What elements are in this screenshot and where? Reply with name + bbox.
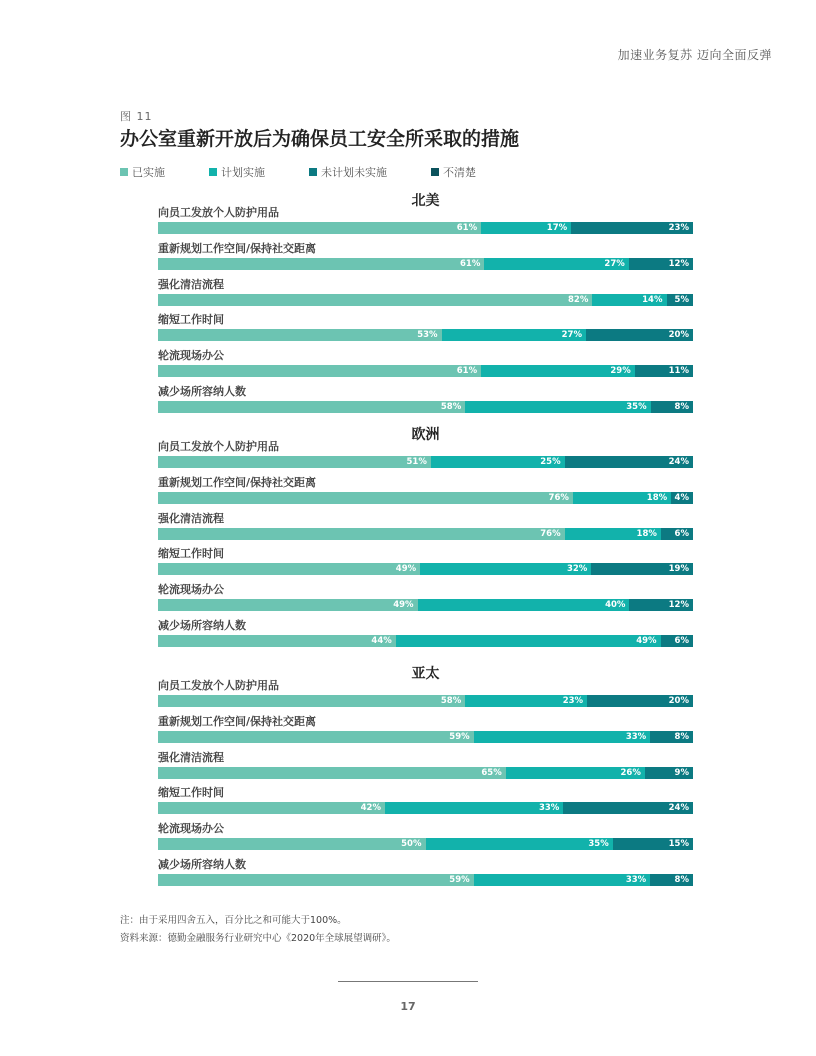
legend-label-not-planned: 未计划未实施 — [321, 166, 387, 179]
bar-segment-not-planned — [613, 838, 693, 850]
data-label: 6% — [674, 528, 689, 539]
bar-segment-planned — [573, 492, 671, 504]
data-label: 35% — [588, 839, 609, 850]
bar-segment-implemented — [158, 563, 420, 575]
bar-segment-planned — [481, 222, 571, 234]
data-label: 6% — [674, 636, 689, 646]
bar-segment-not-planned — [651, 401, 693, 413]
bar-row — [158, 695, 693, 707]
region-title-0: 北美 — [411, 193, 440, 209]
bar-segment-planned — [565, 528, 661, 540]
data-label: 49% — [395, 564, 417, 575]
bar-segment-planned — [418, 599, 630, 611]
row-label: 缩短工作时间 — [158, 786, 224, 800]
data-label: 14% — [642, 294, 663, 305]
data-label: 4% — [674, 492, 689, 503]
bar-segment-planned — [474, 874, 651, 886]
data-label: 35% — [626, 402, 647, 412]
row-label: 轮流现场办公 — [158, 349, 224, 363]
data-label: 65% — [481, 767, 502, 778]
bar-row — [158, 838, 693, 850]
bar-segment-planned — [506, 767, 645, 779]
data-label: 49% — [393, 600, 414, 611]
bar-segment-planned — [442, 329, 586, 341]
bar-segment-planned — [474, 731, 651, 743]
bar-segment-planned — [465, 401, 650, 413]
bar-segment-planned — [431, 456, 565, 468]
data-label: 26% — [620, 767, 641, 778]
bar-segment-implemented — [158, 731, 474, 743]
row-label: 向员工发放个人防护用品 — [158, 206, 279, 219]
bar-segment-planned — [465, 695, 587, 707]
row-label: 减少场所容纳人数 — [158, 619, 246, 632]
bar-segment-not-planned — [650, 731, 693, 743]
row-label: 缩短工作时间 — [158, 313, 224, 327]
bar-segment-not-planned — [586, 329, 693, 341]
bar-segment-not-planned — [565, 456, 693, 468]
data-label: 44% — [371, 636, 392, 646]
data-label: 20% — [668, 330, 689, 341]
row-label: 强化清洁流程 — [158, 277, 224, 291]
bar-segment-not-planned — [629, 258, 693, 270]
bar-row — [158, 258, 693, 270]
data-label: 32% — [566, 564, 588, 575]
bar-segment-planned — [484, 258, 628, 270]
data-label: 8% — [674, 731, 689, 742]
data-label: 12% — [668, 600, 689, 611]
data-label: 33% — [625, 731, 647, 742]
bar-segment-not-planned — [650, 874, 693, 886]
data-label: 61% — [456, 223, 478, 233]
data-label: 8% — [674, 875, 689, 885]
bar-segment-implemented — [158, 329, 442, 341]
footer-divider — [338, 981, 478, 982]
row-label: 轮流现场办公 — [158, 822, 224, 836]
header-tagline: 加速业务复苏 迈向全面反弹 — [617, 48, 772, 62]
data-label: 19% — [668, 564, 689, 575]
bar-segment-implemented — [158, 599, 418, 611]
data-label: 50% — [401, 839, 422, 850]
bar-segment-implemented — [158, 365, 481, 377]
bar-row — [158, 731, 693, 743]
data-label: 23% — [668, 223, 689, 233]
row-label: 向员工发放个人防护用品 — [158, 679, 279, 692]
data-label: 23% — [562, 696, 584, 706]
data-label: 61% — [459, 258, 481, 269]
bar-row — [158, 329, 693, 341]
data-label: 58% — [440, 696, 462, 706]
region-title-1: 欧洲 — [411, 427, 440, 443]
bar-segment-not-planned — [629, 599, 693, 611]
bar-segment-implemented — [158, 222, 481, 234]
bar-segment-not-planned — [645, 767, 693, 779]
bar-segment-not-planned — [571, 222, 693, 234]
row-label: 强化清洁流程 — [158, 511, 224, 525]
bar-row — [158, 874, 693, 886]
bar-segment-not-planned — [591, 563, 693, 575]
bar-segment-planned — [396, 635, 661, 647]
bar-segment-implemented — [158, 802, 385, 814]
page-number: 17 — [400, 1000, 416, 1013]
legend-label-implemented: 已实施 — [132, 166, 165, 179]
data-label: 58% — [440, 402, 462, 412]
data-label: 33% — [538, 803, 560, 814]
bar-segment-planned — [420, 563, 591, 575]
bar-row — [158, 802, 693, 814]
bar-segment-implemented — [158, 874, 474, 886]
row-label: 轮流现场办公 — [158, 583, 224, 597]
data-label: 24% — [668, 457, 689, 467]
data-label: 51% — [406, 457, 427, 467]
bar-segment-not-planned — [667, 294, 693, 306]
row-label: 强化清洁流程 — [158, 750, 224, 764]
bar-segment-implemented — [158, 695, 465, 707]
row-label: 减少场所容纳人数 — [158, 858, 246, 871]
data-label: 11% — [668, 366, 689, 377]
data-label: 18% — [636, 528, 657, 539]
data-label: 24% — [668, 803, 689, 814]
bar-row — [158, 528, 693, 540]
bar-row — [158, 222, 693, 234]
bar-segment-planned — [426, 838, 613, 850]
bar-segment-planned — [481, 365, 635, 377]
legend-label-unsure: 不清楚 — [443, 166, 476, 179]
data-label: 40% — [605, 600, 626, 611]
data-label: 27% — [604, 258, 625, 269]
bar-segment-implemented — [158, 635, 396, 647]
row-label: 重新规划工作空间/保持社交距离 — [158, 714, 317, 728]
bar-segment-implemented — [158, 258, 484, 270]
bar-segment-implemented — [158, 492, 573, 504]
data-label: 42% — [360, 803, 381, 814]
data-label: 29% — [610, 366, 631, 377]
data-label: 5% — [674, 294, 689, 305]
row-label: 缩短工作时间 — [158, 547, 224, 561]
row-label: 重新规划工作空间/保持社交距离 — [158, 475, 317, 489]
bar-row — [158, 294, 693, 306]
data-label: 59% — [449, 731, 470, 742]
bar-segment-implemented — [158, 456, 431, 468]
data-label: 20% — [668, 696, 689, 706]
bar-row — [158, 635, 693, 647]
bar-segment-implemented — [158, 528, 565, 540]
row-label: 减少场所容纳人数 — [158, 385, 246, 398]
row-label: 向员工发放个人防护用品 — [158, 440, 279, 453]
data-label: 76% — [548, 492, 569, 503]
bar-row — [158, 767, 693, 779]
bar-segment-not-planned — [563, 802, 693, 814]
bar-segment-not-planned — [587, 695, 693, 707]
bar-segment-planned — [592, 294, 666, 306]
data-label: 33% — [625, 875, 647, 885]
figure-title: 办公室重新开放后为确保员工安全所采取的措施 — [120, 128, 520, 150]
footnote-source: 资料来源：德勤金融服务行业研究中心《2020年全球展望调研》。 — [120, 933, 396, 944]
data-label: 49% — [636, 636, 657, 646]
bar-segment-not-planned — [671, 492, 693, 504]
data-label: 82% — [567, 294, 589, 305]
bar-segment-implemented — [158, 401, 465, 413]
data-label: 61% — [456, 366, 478, 377]
bar-row — [158, 563, 693, 575]
bar-row — [158, 456, 693, 468]
row-label: 重新规划工作空间/保持社交距离 — [158, 241, 317, 255]
bar-segment-implemented — [158, 767, 506, 779]
data-label: 15% — [668, 839, 689, 850]
figure-label: 图 11 — [120, 110, 153, 123]
bar-segment-not-planned — [635, 365, 693, 377]
data-label: 59% — [449, 875, 470, 885]
data-label: 17% — [546, 223, 568, 233]
data-label: 25% — [540, 457, 561, 467]
bar-row — [158, 401, 693, 413]
data-label: 9% — [674, 767, 689, 778]
data-label: 12% — [668, 258, 689, 269]
data-label: 76% — [540, 528, 561, 539]
data-label: 8% — [674, 402, 689, 412]
footnote-rounding: 注：由于采用四舍五入，百分比之和可能大于100%。 — [120, 915, 347, 926]
bar-row — [158, 365, 693, 377]
legend-label-planned: 计划实施 — [221, 166, 265, 179]
bar-segment-not-planned — [661, 528, 693, 540]
bar-segment-implemented — [158, 294, 592, 306]
bar-segment-implemented — [158, 838, 426, 850]
data-label: 27% — [561, 330, 582, 341]
data-label: 18% — [646, 492, 668, 503]
region-title-2: 亚太 — [411, 666, 440, 682]
bar-segment-planned — [385, 802, 563, 814]
bar-row — [158, 492, 693, 504]
bar-segment-not-planned — [661, 635, 693, 647]
bar-row — [158, 599, 693, 611]
data-label: 53% — [417, 330, 438, 341]
